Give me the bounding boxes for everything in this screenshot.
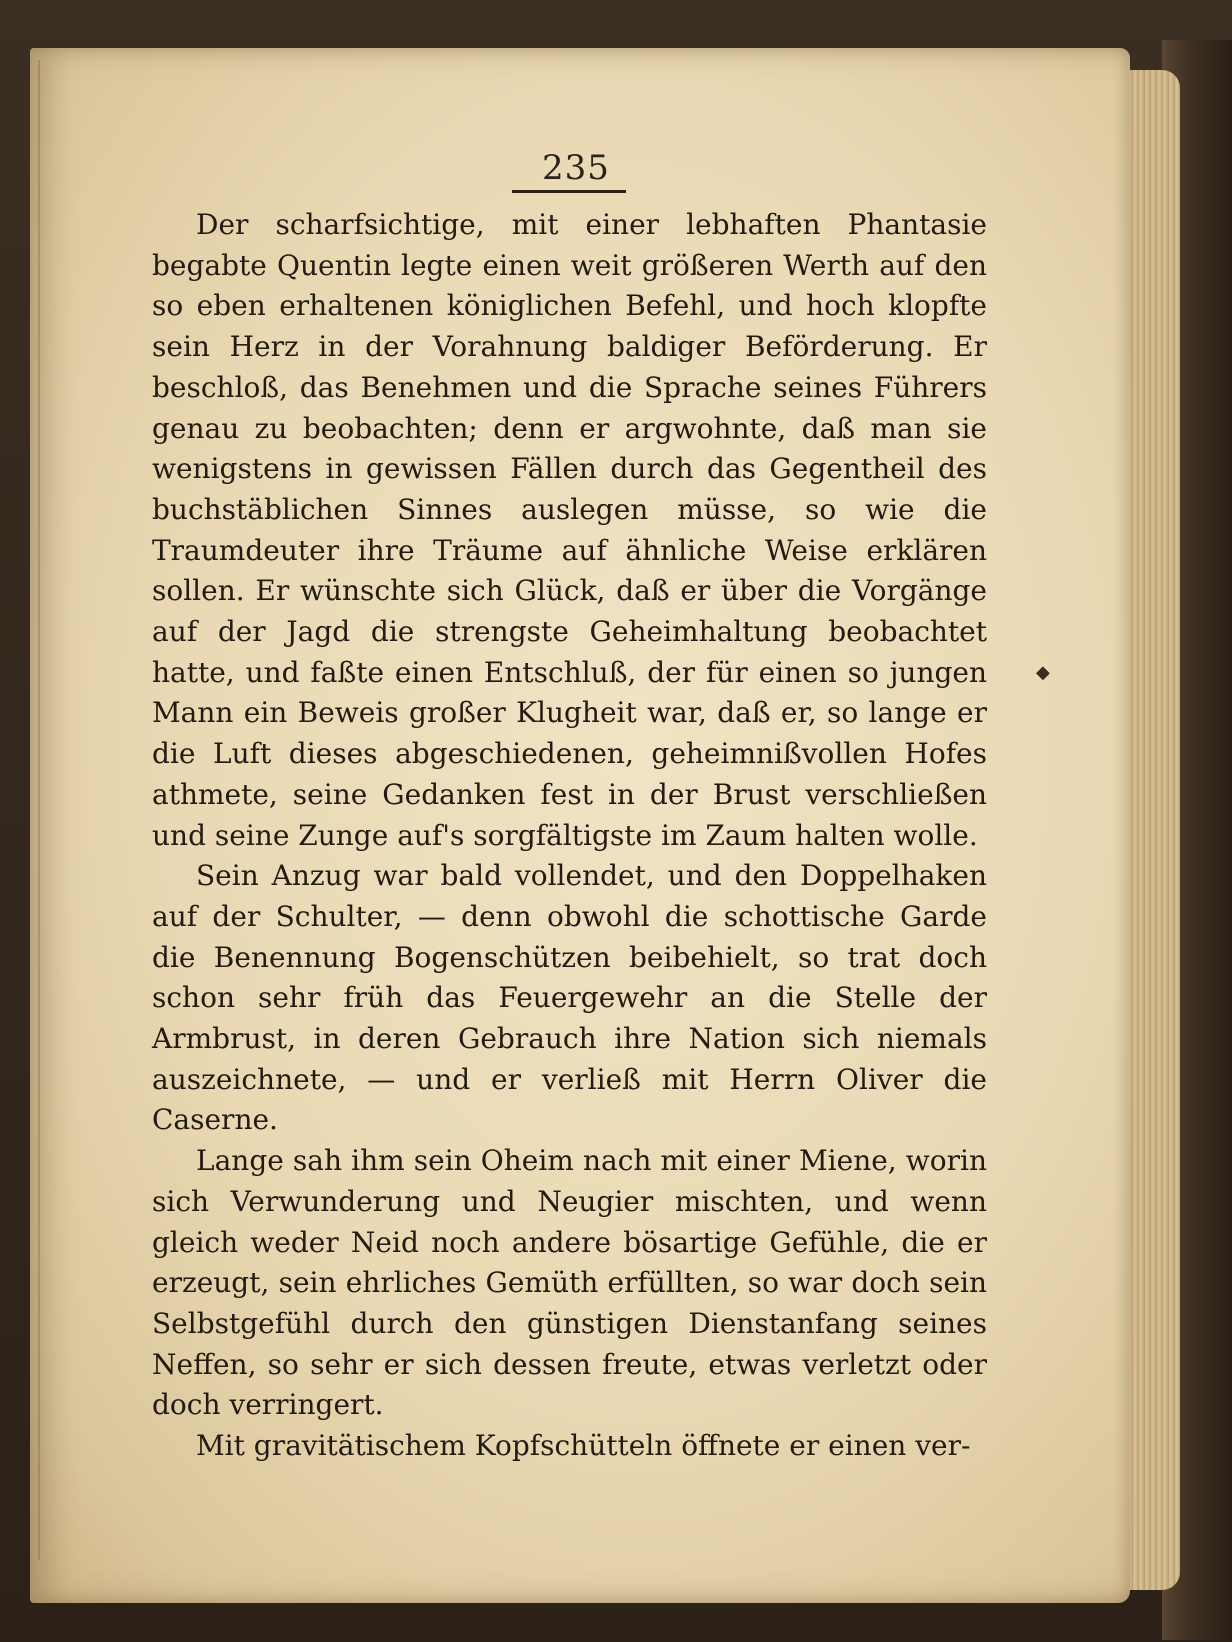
margin-mark: ◆	[1036, 662, 1050, 683]
page-number-rule	[512, 190, 626, 193]
page-number: 235	[542, 148, 610, 188]
paragraph-3: Lange sah ihm sein Oheim nach mit einer Miene, worin sich Verwunderung und Neugier mischten, und wenn gleich weder Neid noch andere bösartige Gefühle, die er erzeugt, sein ehrliches Gemüth erfüllten, so war doch sein Selbstgefühl durch den günstigen Dienstanfang seines Neffen, so sehr er sich dessen freute, etwas verletzt oder doch verringert.	[152, 1144, 987, 1422]
paragraph-2: Sein Anzug war bald vollendet, und den Doppelhaken auf der Schulter, — denn obwohl die schottische Garde die Benennung Bogenschützen beibehielt, so trat doch schon sehr früh das Feuergewehr an die Stelle der Armbrust, in deren Gebrauch ihre Nation sich niemals auszeichnete, — und er verließ mit Herrn Oliver die Caserne.	[152, 859, 987, 1137]
gutter-shadow	[38, 60, 40, 1560]
body-text	[152, 205, 987, 1467]
paragraph-1: Der scharfsichtige, mit einer lebhaften Phantasie begabte Quentin legte einen weit größeren Werth auf den so eben erhaltenen königlichen Befehl, und hoch klopfte sein Herz in der Vorahnung baldiger Beförderung. Er beschloß, das Benehmen und die Sprache seines Führers genau zu beobachten; denn er argwohnte, daß man sie wenigstens in gewissen Fällen durch das Gegentheil des buchstäblichen Sinnes auslegen müsse, so wie die Traumdeuter ihre Träume auf ähnliche Weise erklären sollen. Er wünschte sich Glück, daß er über die Vorgänge auf der Jagd die strengste Geheimhaltung beobachtet hatte, und faßte einen Entschluß, der für einen so jungen Mann ein Beweis großer Klugheit war, daß er, so lange er die Luft dieses abgeschiedenen, geheimnißvollen Hofes athmete, seine Gedanken fest in der Brust verschließen und seine Zunge auf's sorgfältigste im Zaum halten wolle.	[152, 208, 987, 852]
paragraph-4: Mit gravitätischem Kopfschütteln öffnete er einen ver-	[196, 1429, 971, 1463]
